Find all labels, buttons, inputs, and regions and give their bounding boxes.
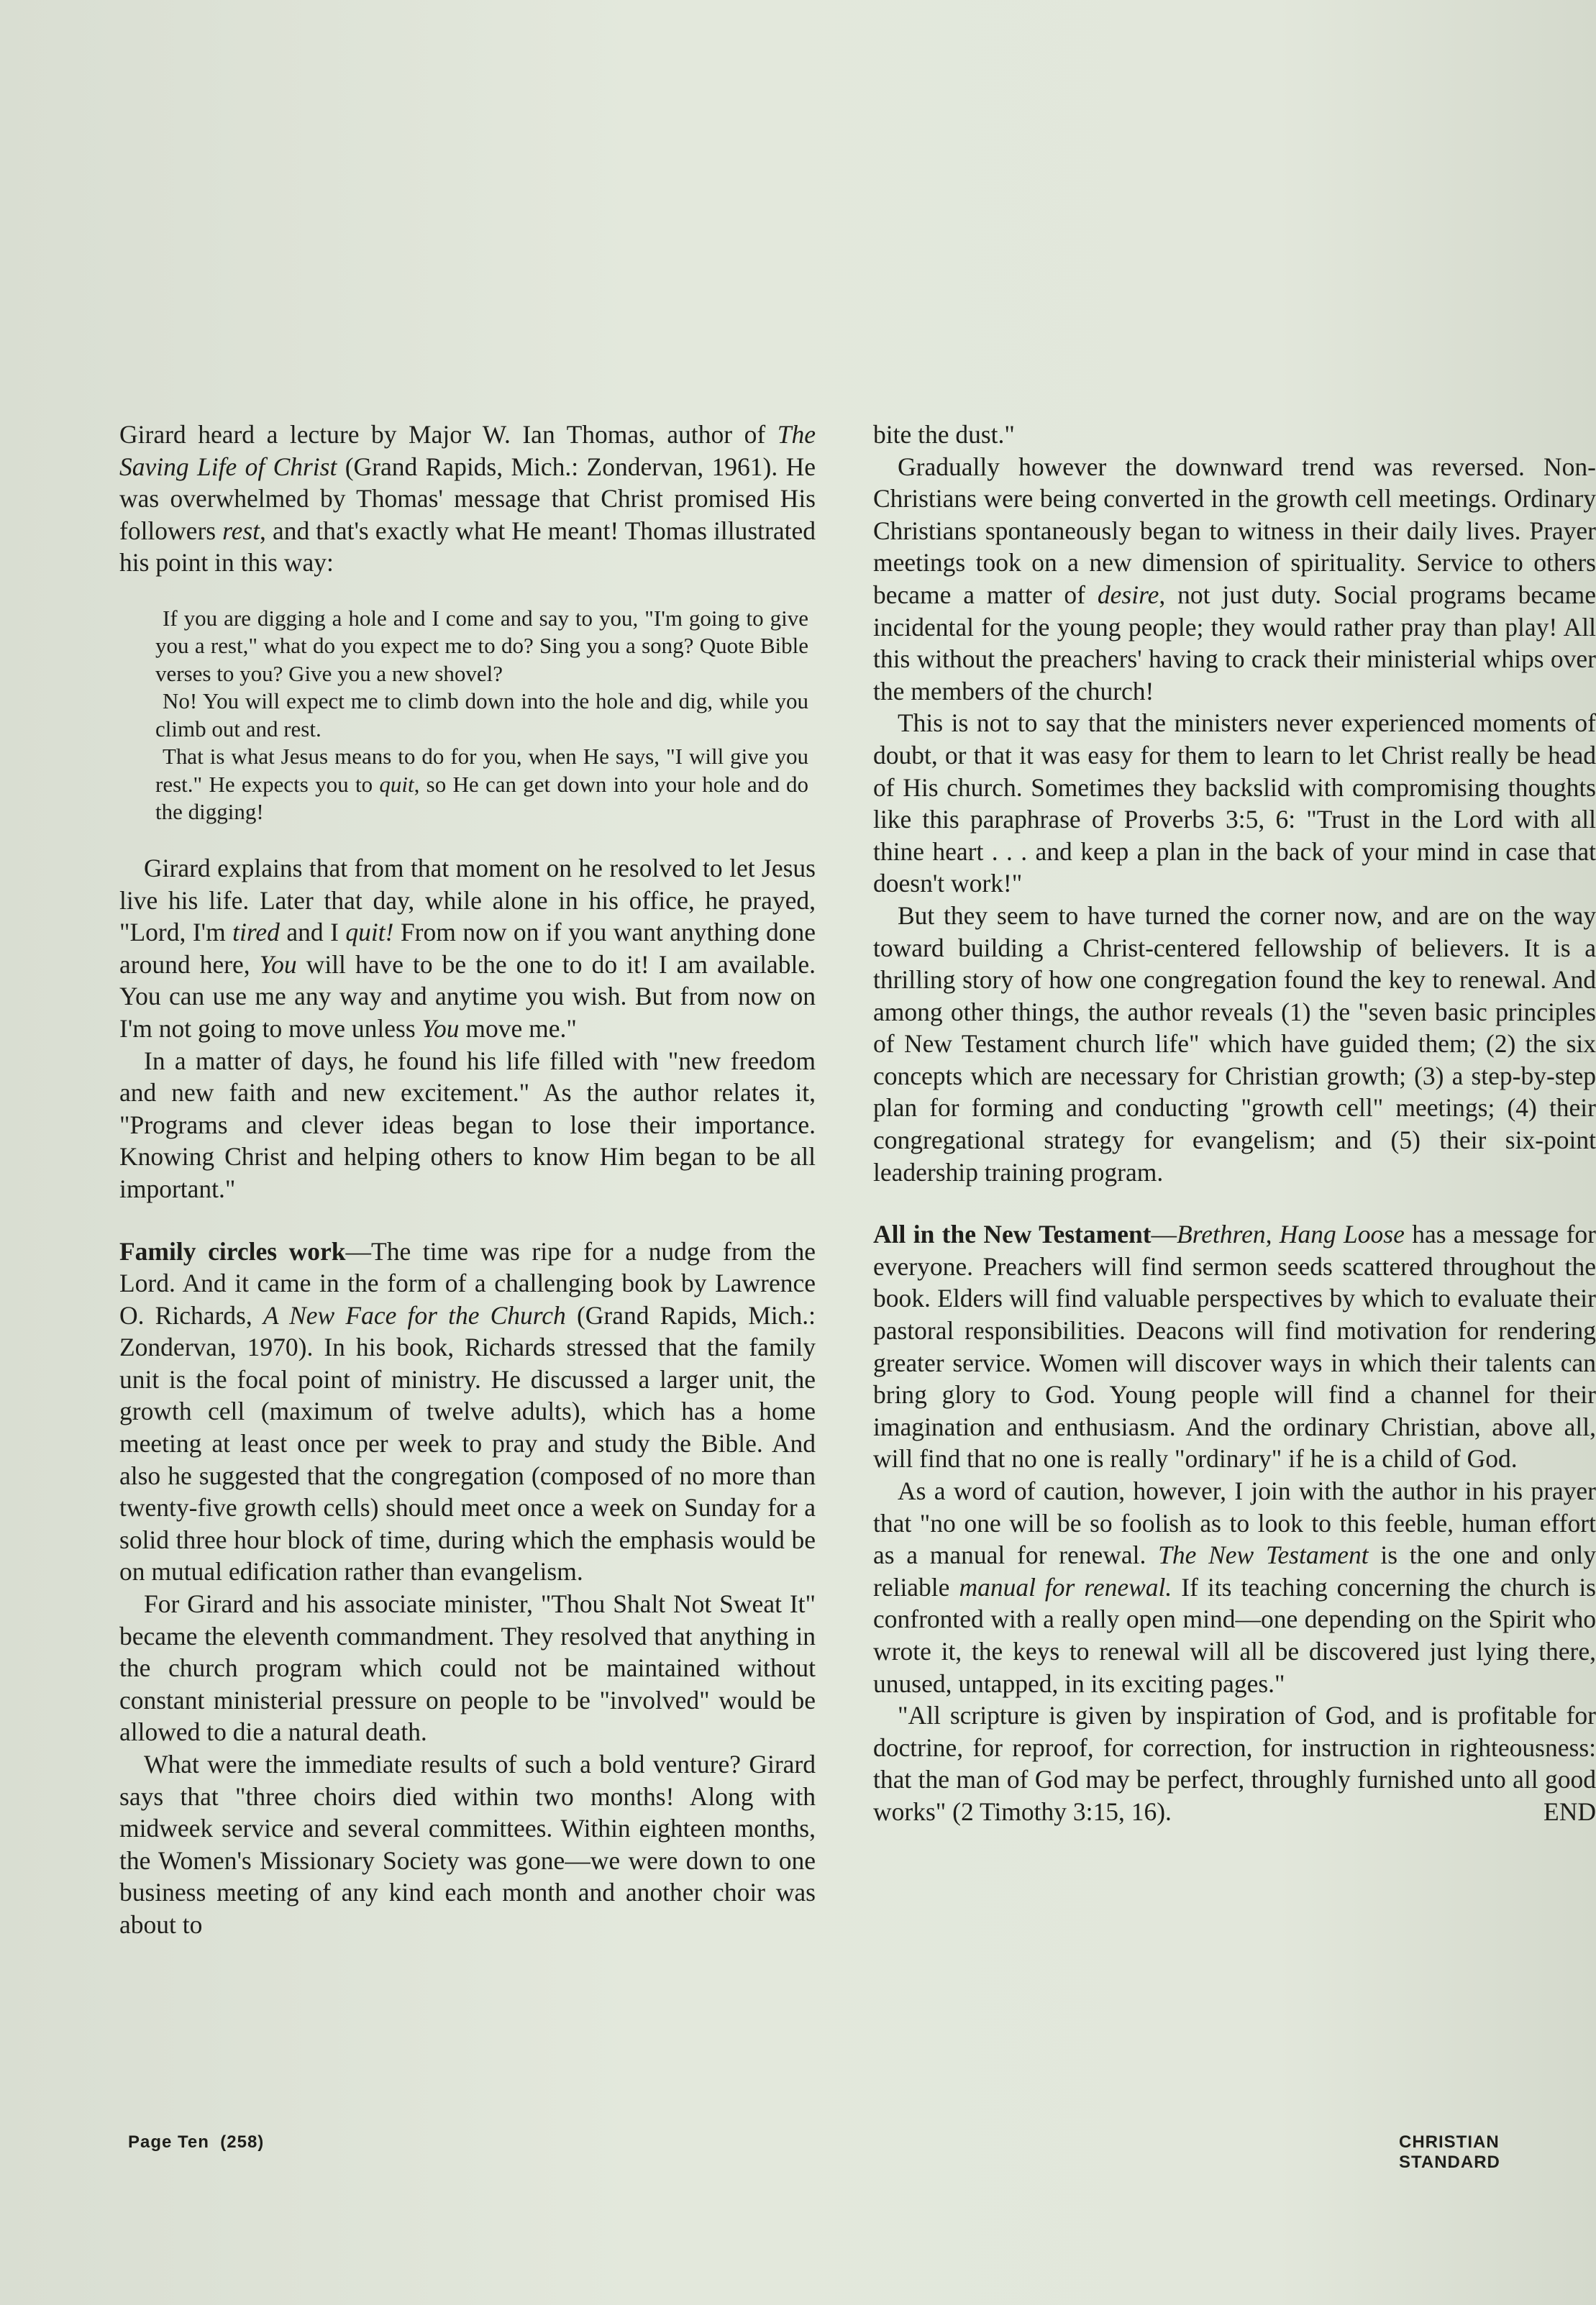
paragraph: But they seem to have turned the corner now, and are on the way toward building a Christ-centered fellowship of believers. It is a thrilling story of how one congregation found the key to renewal. And among other things, the author reveals (1) the "seven basic principles of New Testament church life" which have guided them; (2) the six concepts which are necessary for Christian growth; (3) a step-by-step plan for forming and conducting "growth cell" meetings; (4) their congregational strategy for evangelism; and (5) their six-point leadership training program. [873,900,1596,1187]
section-heading: Family circles work [119,1236,346,1266]
paragraph: For Girard and his associate minister, "Thou Shalt Not Sweat It" became the eleventh commandment. They resolved that anything in the church program which could not be maintained without constant ministerial pressure on people to be "involved" would be allowed to die a natural death. [119,1589,816,1747]
section-heading: All in the New Testament [873,1220,1152,1249]
left-column [119,419,816,1941]
paragraph: Family circles work—The time was ripe for a nudge from the Lord. And it came in the form of a challenging book by Lawrence O. Richards, A New Face for the Church (Grand Rapids, Mich.: Zondervan, 1970). In his book, Richards stressed that the family unit is the focal point of ministry. He discussed a larger unit, the growth cell (maximum of twelve adults), which has a home meeting at least once per week to pray and study the Bible. And also he suggested that the congregation (composed of no more than twenty-five growth cells) should meet once a week on Sunday for a solid three hour block of time, during which the emphasis would be on mutual edification rather than evangelism. [119,1236,816,1587]
paragraph: This is not to say that the ministers never experienced moments of doubt, or that it was easy for them to learn to let Christ really be head of His church. Sometimes they backslid with compromising thoughts like this paraphrase of Proverbs 3:5, 6: "Trust in the Lord with all thine heart . . . and keep a plan in the back of your mind in case that doesn't work!" [873,708,1596,898]
right-column [873,419,1596,1828]
block-quote: No! You will expect me to climb down into the hole and dig, while you climb out and rest. [155,688,808,741]
paragraph: What were the immediate results of such a bold venture? Girard says that "three choirs died within two months! Along with midweek service and several committees. Within eighteen months, the Women's Missionary Society was gone—we were down to one business meeting of any kind each month and another choir was about to [119,1750,816,1939]
paragraph: As a word of caution, however, I join with the author in his prayer that "no one will be so foolish as to look to this feeble, human effort as a manual for renewal. The New Testament is the one and only reliable manual for renewal. If its teaching concerning the church is confronted with a really open mind—one depending on the Spirit who wrote it, the keys to renewal will all be discovered just lying there, unused, untapped, in its exciting pages." [873,1476,1596,1698]
publication-name: CHRISTIAN STANDARD [1399,2132,1500,2172]
page-number: Page Ten (258) [128,2132,265,2152]
paragraph: All in the New Testament—Brethren, Hang Loose has a message for everyone. Preachers will find sermon seeds scattered throughout the book. Elders will find valuable perspectives by which to evaluate their pastoral responsibilities. Deacons will find motivation for rendering greater service. Women will discover ways in which their talents can bring glory to God. Young people will find a channel for their imagination and enthusiasm. And the ordinary Christian, above all, will find that no one is really "ordinary" if he is a child of God. [873,1220,1596,1474]
end-mark: END [1543,1797,1596,1826]
paragraph: In a matter of days, he found his life filled with "new freedom and new faith and new excitement." As the author relates it, "Programs and clever ideas began to lose their importance. Knowing Christ and helping others to know Him began to be all important." [119,1046,816,1203]
paragraph: bite the dust." [873,420,1015,449]
paragraph: "All scripture is given by inspiration of God, and is profitable for doctrine, for reproof, for correction, for instruction in righteousness: that the man of God may be perfect, throughly furnished unto all good works" (2 Timothy 3:15, 16). END [873,1699,1596,1827]
block-quote: That is what Jesus means to do for you, when He says, "I will give you rest." He expects you to quit, so He can get down into your hole and do the digging! [155,744,808,825]
paragraph: Gradually however the downward trend was reversed. Non-Christians were being converted in the growth cell meetings. Ordinary Christians spontaneously began to witness in their daily lives. Prayer meetings took on a new dimension of spirituality. Service to others became a matter of desire, not just duty. Social programs became incidental for the young people; they would rather pray than play! All this without the preachers' having to crack their ministerial whips over the members of the church! [873,452,1596,706]
paragraph: Girard explains that from that moment on he resolved to let Jesus live his life. Later that day, while alone in his office, he prayed, "Lord, I'm tired and I quit! From now on if you want anything done around here, You will have to be the one to do it! I am available. You can use me any way and anytime you wish. But from now on I'm not going to move unless You move me." [119,853,816,1043]
paragraph: Girard heard a lecture by Major W. Ian Thomas, author of The Saving Life of Christ (Grand Rapids, Mich.: Zondervan, 1961). He was overwhelmed by Thomas' message that Christ promised His followers rest, and that's exactly what He meant! Thomas illustrated his point in this way: [119,420,816,578]
block-quote: If you are digging a hole and I come and say to you, "I'm going to give you a rest," what do you expect me to do? Sing you a song? Quote Bible verses to you? Give you a new shovel? [155,605,808,686]
